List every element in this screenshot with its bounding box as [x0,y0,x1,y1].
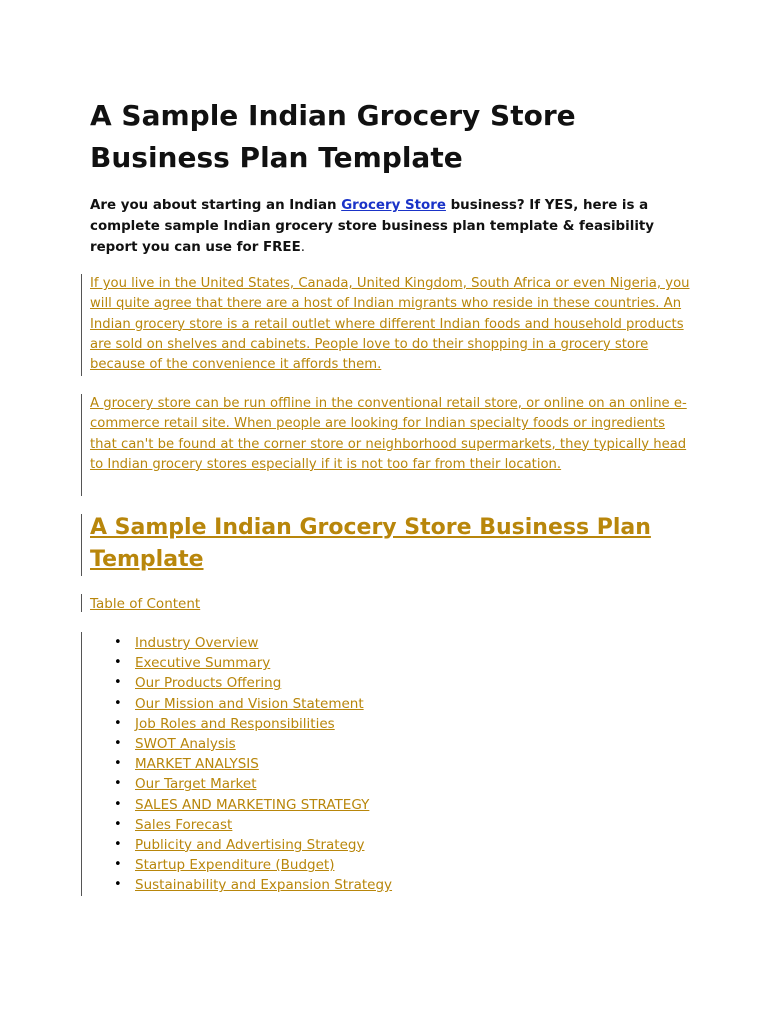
toc-item [90,734,690,754]
toc-item [90,714,690,734]
bullet-icon: • [114,715,122,731]
bullet-icon: • [114,857,122,873]
intro-paragraph [90,195,690,258]
paragraph-1-margin-bar [81,274,82,376]
bullet-icon: • [114,816,122,832]
heading-margin-bar [81,514,82,576]
toc-link-publicity-advertising[interactable]: Publicity and Advertising Strategy [135,836,365,853]
bullet-icon: • [114,675,122,691]
toc-link-startup-expenditure[interactable]: Startup Expenditure (Budget) [135,857,335,874]
toc-item [90,653,690,673]
toc-link-target-market[interactable]: Our Target Market [135,776,257,793]
document-title: A Sample Indian Grocery Store Business Plan Template [90,99,576,174]
bullet-icon: • [114,836,122,852]
bullet-icon: • [114,877,122,893]
toc-link-market-analysis[interactable]: MARKET ANALYSIS [135,756,259,773]
toc-link-sustainability-expansion[interactable]: Sustainability and Expansion Strategy [135,877,393,894]
toc-link-mission-vision[interactable]: Our Mission and Vision Statement [135,695,364,712]
intro-text-end: business? If YES, here is a complete sample Indian grocery store business plan template & feasibility report you can use for FREE [90,198,655,255]
toc-item [90,774,690,794]
toc-item [90,694,690,714]
paragraph-2-margin-bar [81,394,82,496]
section-heading-link[interactable]: A Sample Indian Grocery Store Business Plan Template [90,515,651,572]
bullet-icon: • [114,796,122,812]
paragraph-2-link[interactable]: A grocery store can be run offline in the conventional retail store, or online on an online e-commerce retail site. When people are looking for Indian specialty foods or ingredients that can't be found at the corner store or neighborhood supermarkets, they typically head to Indian grocery stores especially if it is not too far from their location. [90,396,687,472]
toc-label-link[interactable]: Table of Content [90,596,201,612]
toc-item [90,673,690,693]
toc-item [90,815,690,835]
toc-item [90,633,690,653]
toc-item [90,875,690,895]
toc-link-products-offering[interactable]: Our Products Offering [135,675,282,692]
toc-link-industry-overview[interactable]: Industry Overview [135,635,259,651]
intro-period: . [300,240,305,255]
intro-text-start: Are you about starting an Indian [90,198,342,213]
bullet-icon: • [114,756,122,772]
grocery-store-link[interactable]: Grocery Store [341,198,446,213]
table-of-contents-list [90,633,690,895]
bullet-icon: • [114,776,122,792]
toc-label-margin-bar [81,594,82,612]
toc-item [90,754,690,774]
toc-list-margin-bar [81,632,82,896]
paragraph-1-link[interactable]: If you live in the United States, Canada, United Kingdom, South Africa or even Nigeria, you will quite agree that there are a host of Indian migrants who reside in these countries. An Indian grocery store is a retail outlet where different Indian foods and household products are sold on shelves and cabinets. People love to do their shopping in a grocery store because of the convenience it affords them. [90,276,690,373]
toc-link-executive-summary[interactable]: Executive Summary [135,655,271,672]
toc-item [90,795,690,815]
toc-link-swot-analysis[interactable]: SWOT Analysis [135,735,236,752]
bullet-icon: • [114,635,122,650]
bullet-icon: • [114,655,122,671]
bullet-icon: • [114,735,122,751]
toc-link-sales-marketing-strategy[interactable]: SALES AND MARKETING STRATEGY [135,796,370,813]
toc-item [90,855,690,875]
bullet-icon: • [114,695,122,711]
toc-item [90,835,690,855]
toc-link-sales-forecast[interactable]: Sales Forecast [135,816,233,833]
toc-link-job-roles[interactable]: Job Roles and Responsibilities [135,715,335,732]
